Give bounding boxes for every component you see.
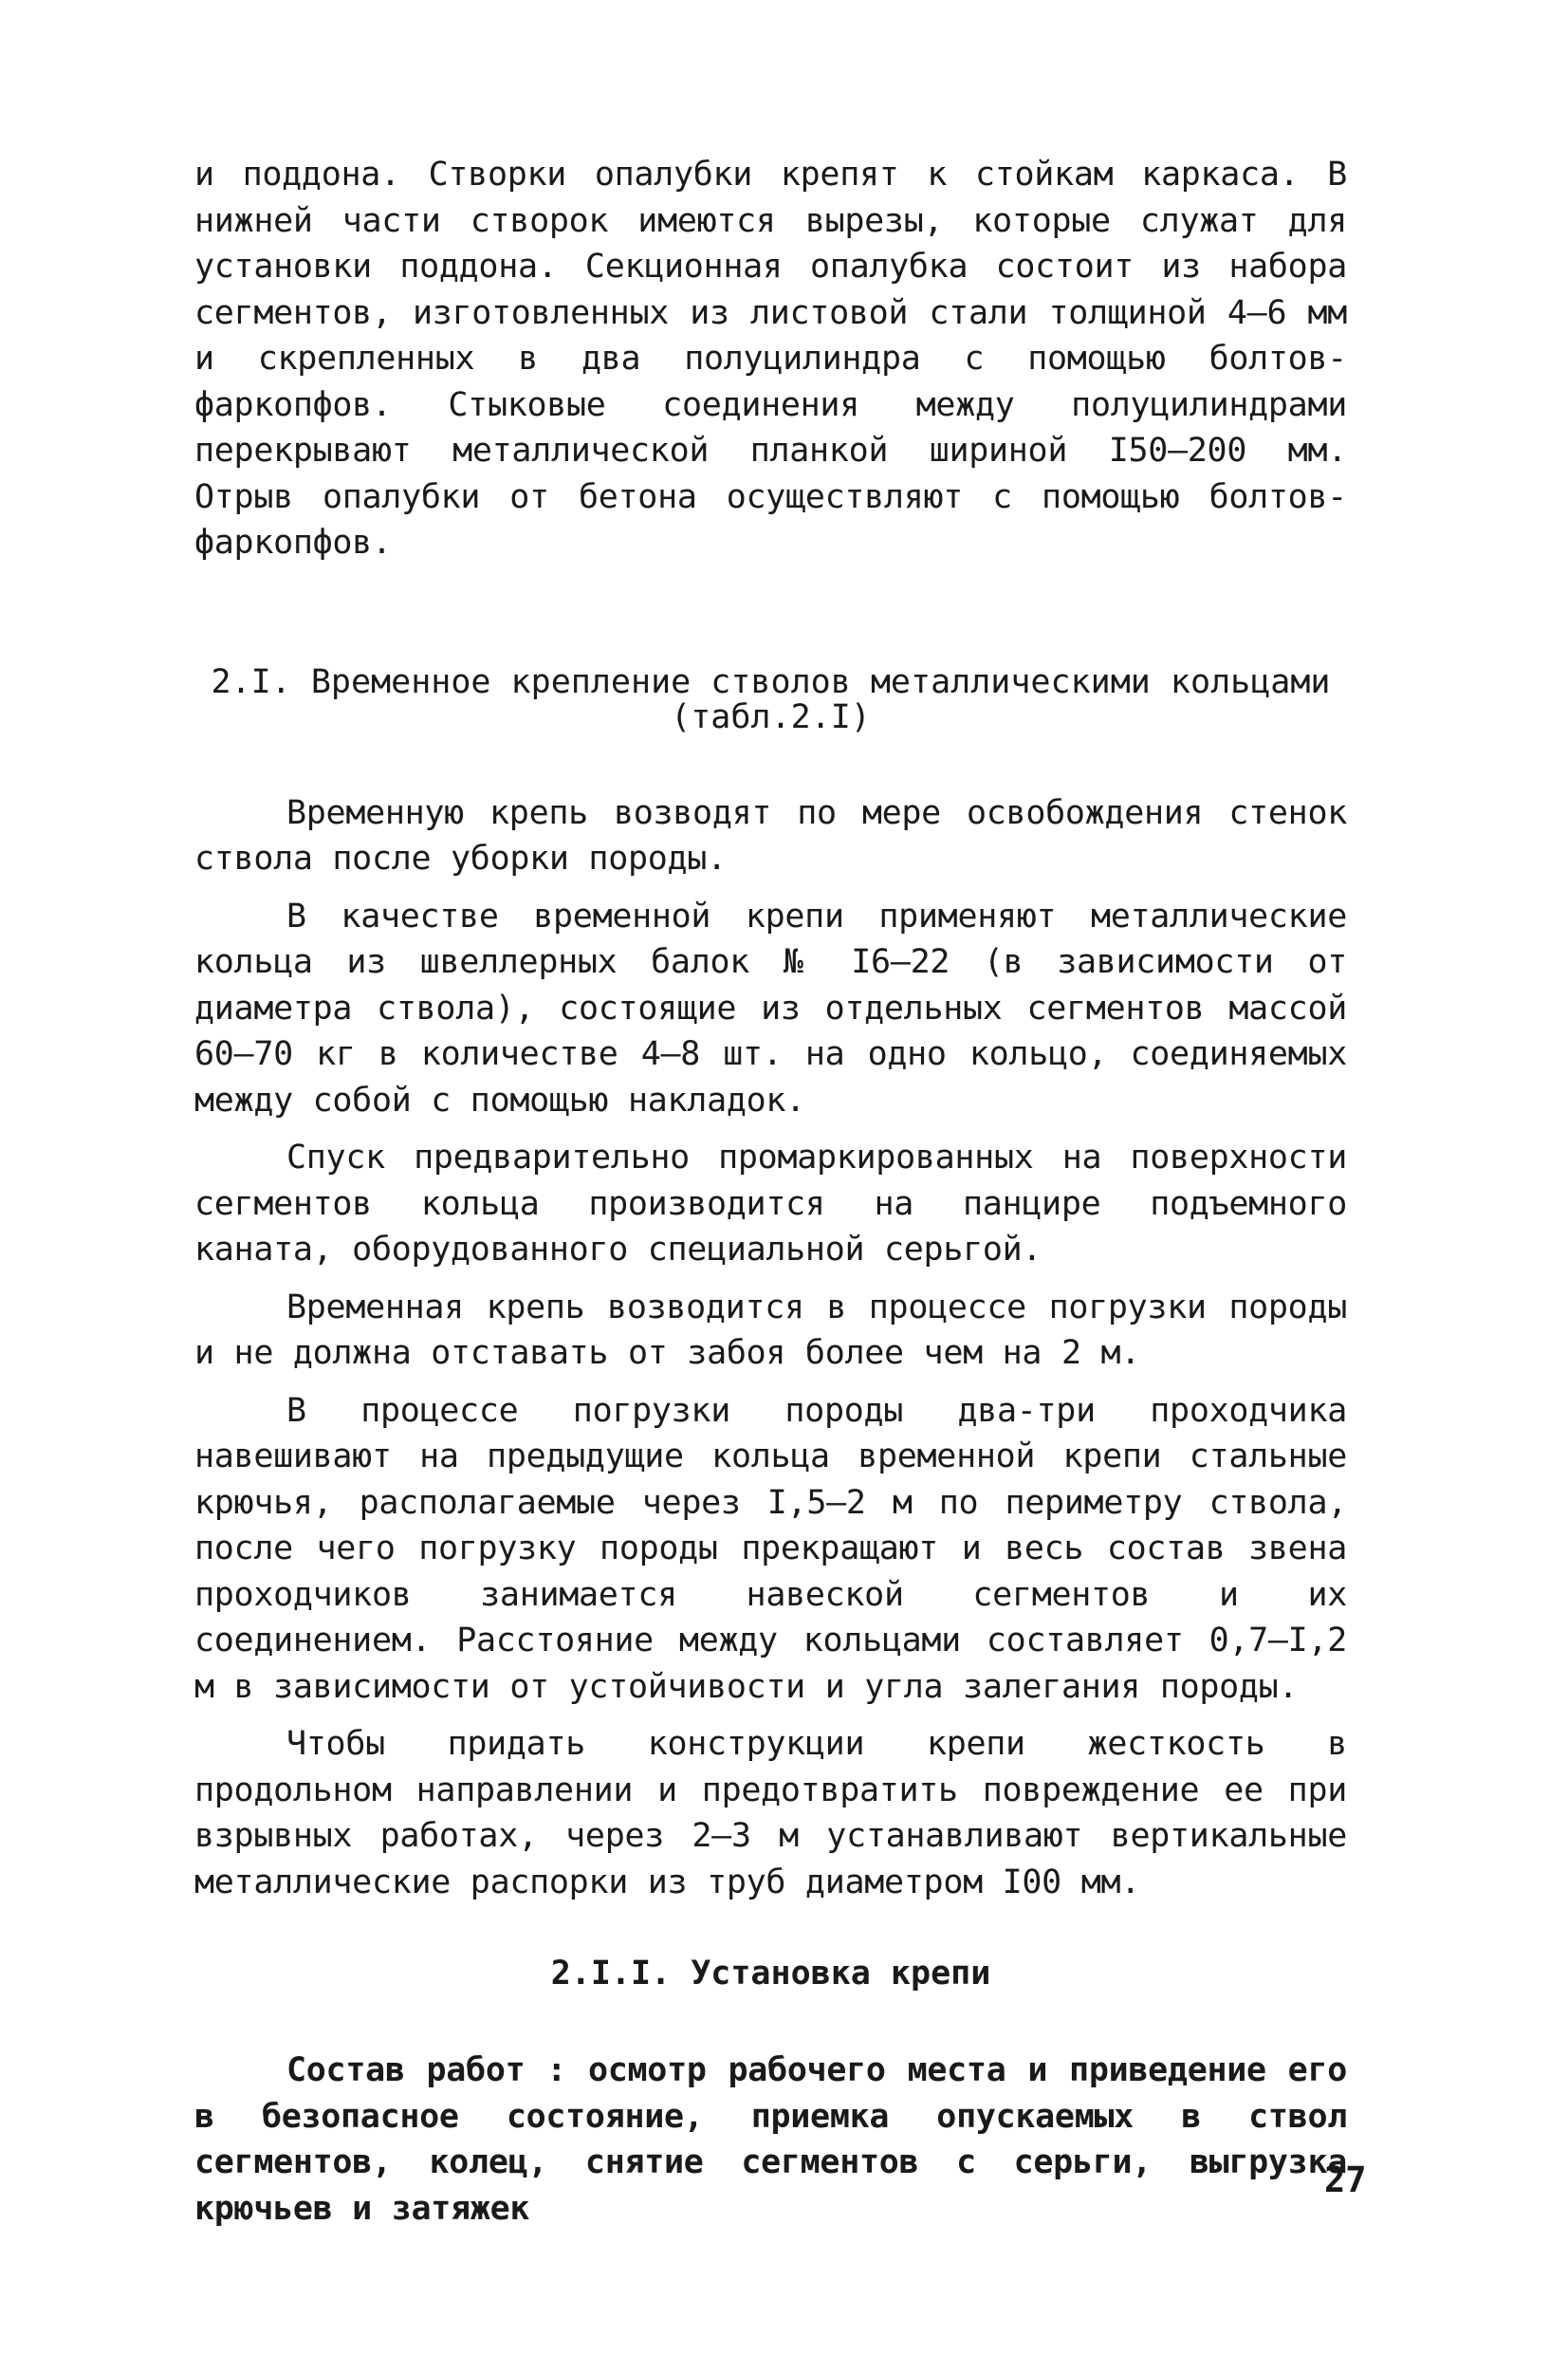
document-page xyxy=(194,152,1347,2232)
paragraph-5: В процессе погрузки породы два-три проходчика навешивают на предыдущие кольца временной крепи стальные крючья, располагаемые через I,5–2 м по периметру ствола, после чего погрузку породы прекращают и весь состав звена проходчиков занимается навеской сегментов и их соединением. Расстояние между кольцами составляет 0,7–I,2 м в зависимости от устойчивости и угла залегания породы. xyxy=(194,1391,1347,1706)
paragraph-6: Чтобы придать конструкции крепи жесткость в продольном направлении и предотвратить повреждение ее при взрывных работах, через 2–3 м устанавливают вертикальные металлические распорки из труб диаметром I00 мм. xyxy=(194,1725,1347,1901)
section-heading-title: 2.I. Временное крепление стволов металлическими кольцами xyxy=(211,662,1331,701)
section-heading-table-ref: (табл.2.I) xyxy=(671,697,871,736)
page-number: 27 xyxy=(1324,2159,1367,2200)
paragraph-4: Временная крепь возводится в процессе погрузки породы и не должна отставать от забоя более чем на 2 м. xyxy=(194,1288,1347,1372)
subsection-heading: 2.I.I. Установка крепи xyxy=(550,1955,991,1993)
paragraph-top: и поддона. Створки опалубки крепят к стойкам каркаса. В нижней части створок имеются вырезы, которые служат для установки поддона. Секционная опалубка состоит из набора сегментов, изготовленных из листовой стали толщиной 4–6 мм и скрепленных в два полуцилиндра с помощью болтов-фаркопфов. Стыковые соединения между полуцилиндрами перекрывают металлической планкой шириной I50–200 мм. Отрыв опалубки от бетона осуществляют с помощью болтов-фаркопфов. xyxy=(194,156,1347,562)
paragraph-1: Временную крепь возводят по мере освобождения стенок ствола после уборки породы. xyxy=(194,793,1347,878)
paragraph-2: В качестве временной крепи применяют металлические кольца из швеллерных балок № I6–22 (в зависимости от диаметра ствола), состоящие из отдельных сегментов массой 60–70 кг в количестве 4–8 шт. на одно кольцо, соединяемых между собой с помощью накладок. xyxy=(194,897,1347,1120)
section-heading xyxy=(194,662,1347,736)
paragraph-work-composition: Состав работ : осмотр рабочего места и приведение его в безопасное состояние, приемка опускаемых в ствол сегментов, колец, снятие сегментов с серьги, выгрузка крючьев и затяжек xyxy=(194,2051,1347,2228)
paragraph-3: Спуск предварительно промаркированных на поверхности сегментов кольца производится на панцире подъемного каната, оборудованного специальной серьгой. xyxy=(194,1139,1347,1269)
